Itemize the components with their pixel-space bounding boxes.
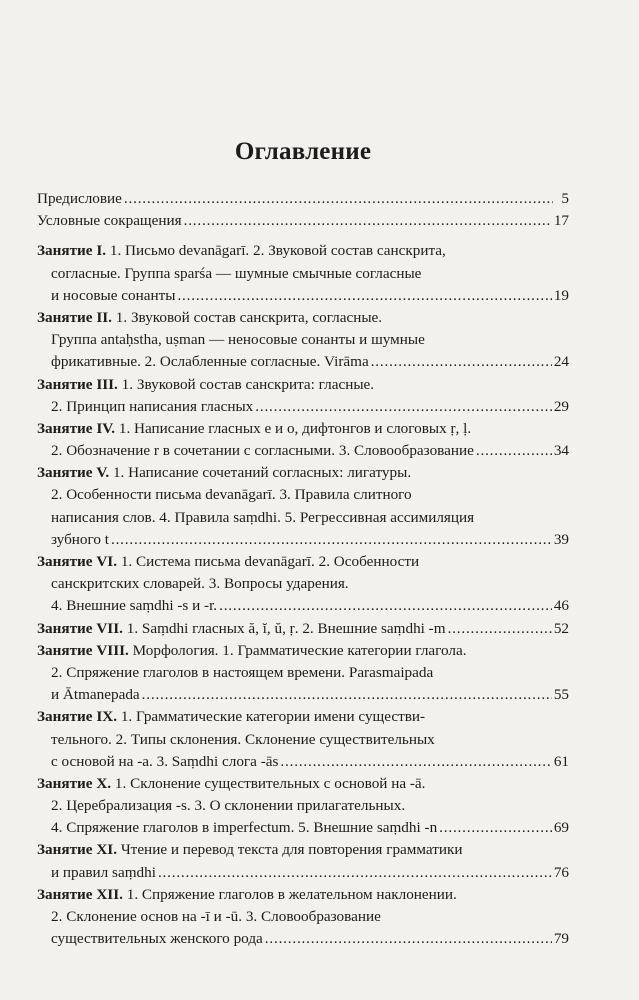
dot-leader: [158, 862, 552, 884]
toc-entry-text: 2. Спряжение глаголов в настоящем времени. Parasmaipada: [51, 663, 434, 681]
toc-entry[interactable]: [37, 773, 569, 840]
page-title: Оглавление: [234, 138, 372, 165]
page-number: 76: [553, 863, 569, 881]
dot-leader: [219, 595, 552, 617]
dot-leader: [265, 928, 552, 950]
toc-entry-text: 2. Обозначение r в сочетании с согласными. 3. Словообразование: [51, 442, 474, 460]
toc-entry-line: [37, 862, 569, 884]
toc-entry[interactable]: [37, 640, 569, 707]
toc-entry-line: [37, 773, 569, 795]
toc-entry-line: [37, 440, 569, 462]
toc-entry-line: [37, 507, 569, 529]
toc-entry-text: Занятие XII. 1. Спряжение глаголов в желательном наклонении.: [37, 885, 457, 903]
lesson-label: Занятие IX.: [37, 708, 118, 726]
page-number: 39: [553, 530, 569, 548]
toc-entry-line: [37, 210, 569, 232]
toc-entry-line: [37, 618, 569, 640]
toc-entry-line: [37, 529, 569, 551]
page-number: 52: [553, 619, 569, 637]
toc-entry[interactable]: [37, 551, 569, 618]
dot-leader: [448, 618, 552, 640]
toc-entry-line: [37, 374, 569, 396]
lesson-label: Занятие IV.: [37, 419, 116, 437]
toc-entry-text: тельного. 2. Типы склонения. Склонение существительных: [51, 730, 435, 748]
toc-entry-line: [37, 240, 569, 262]
lesson-label: Занятие VII.: [37, 619, 123, 637]
toc-entry-line: [37, 418, 569, 440]
toc-entry-text: фрикативные. 2. Ослабленные согласные. Virāma: [51, 353, 369, 371]
toc-entry-text: 2. Особенности письма devanāgarī. 3. Правила слитного: [51, 486, 412, 504]
toc-entry-line: [37, 906, 569, 928]
toc-entry-line: [37, 462, 569, 484]
toc-entry-line: [37, 188, 569, 210]
dot-leader: [124, 188, 553, 210]
toc-entry-line: [37, 551, 569, 573]
toc-entry-text: Занятие X. 1. Склонение существительных с основой на -ā.: [37, 774, 426, 792]
toc-entry-text: Условные сокращения: [37, 212, 182, 230]
toc-entry-text: согласные. Группа sparśa — шумные смычные согласные: [51, 264, 422, 282]
toc-entry[interactable]: [37, 884, 569, 951]
toc-entry-line: [37, 595, 569, 617]
page-number: 69: [553, 819, 569, 837]
page-number: 34: [553, 442, 569, 460]
toc-entry-line: [37, 928, 569, 950]
toc-entry[interactable]: [37, 210, 569, 232]
toc-entry-line: [37, 640, 569, 662]
toc-entry-text: 4. Внешние saṃdhi -s и -r.: [51, 597, 218, 615]
page-number: 17: [553, 212, 569, 230]
toc-entry-text: Предисловие: [37, 190, 122, 207]
dot-leader: [255, 396, 552, 418]
toc-entry-text: и носовые сонанты: [51, 286, 176, 304]
lesson-label: Занятие XI.: [37, 841, 118, 859]
toc-entry-text: написания слов. 4. Правила saṃdhi. 5. Регрессивная ассимиляция: [51, 508, 475, 526]
dot-leader: [476, 440, 552, 462]
lesson-label: Занятие III.: [37, 375, 118, 393]
toc-entry-text: 2. Церебрализация -s. 3. О склонении прилагательных.: [51, 797, 406, 815]
toc-entry[interactable]: [37, 374, 569, 418]
toc-entry-text: Занятие IV. 1. Написание гласных e и o, дифтонгов и слоговых ṛ, ḷ.: [37, 419, 472, 437]
toc-entry[interactable]: [37, 706, 569, 773]
page-number: 46: [553, 597, 569, 615]
toc-page: [37, 138, 569, 950]
dot-leader: [371, 351, 552, 373]
page-number: 79: [553, 930, 569, 948]
page-number: 55: [553, 686, 569, 704]
toc-entry-text: санскритских словарей. 3. Вопросы ударения.: [51, 575, 349, 593]
toc-entry-text: 2. Склонение основ на -ī и -ū. 3. Словообразование: [51, 908, 381, 925]
toc-entry[interactable]: [37, 188, 569, 210]
toc-entry-text: Занятие IX. 1. Грамматические категории имени существи-: [37, 708, 426, 726]
page-number: 5: [561, 190, 569, 207]
toc-entry-line: [37, 396, 569, 418]
dot-leader: [439, 817, 552, 839]
toc-entry-text: и правил saṃdhi: [51, 863, 156, 881]
toc-entry-line: [37, 351, 569, 373]
page-number: 61: [553, 752, 569, 770]
toc-entry-line: [37, 729, 569, 751]
toc-entry-text: зубного t: [51, 530, 109, 548]
page-number: 24: [553, 353, 569, 371]
lesson-label: Занятие X.: [37, 774, 112, 792]
lesson-label: Занятие XII.: [37, 885, 123, 903]
toc-entry-text: Занятие XI. Чтение и перевод текста для повторения грамматики: [37, 841, 463, 859]
toc-entry-text: Группа antaḥstha, uṣman — неносовые сонанты и шумные: [51, 331, 425, 349]
toc-entry-text: Занятие II. 1. Звуковой состав санскрита, согласные.: [37, 308, 383, 326]
toc-entry-line: [37, 285, 569, 307]
toc-entry-text: 2. Принцип написания гласных: [51, 397, 254, 415]
toc-entry[interactable]: [37, 240, 569, 307]
dot-leader: [280, 751, 551, 773]
page-number: 29: [553, 397, 569, 415]
toc-entry[interactable]: [37, 418, 569, 462]
lesson-label: Занятие II.: [37, 308, 112, 326]
dot-leader: [184, 210, 552, 232]
toc-entry-line: [37, 884, 569, 906]
toc-entry-line: [37, 795, 569, 817]
dot-leader: [177, 285, 551, 307]
toc-entry-line: [37, 307, 569, 329]
toc-entry-text: существительных женского рода: [51, 930, 263, 948]
page-number: 19: [553, 286, 569, 304]
toc-entry-text: Занятие V. 1. Написание сочетаний согласных: лигатуры.: [37, 464, 412, 482]
lesson-label: Занятие V.: [37, 464, 110, 482]
toc-entry-text: Занятие VI. 1. Система письма devanāgarī. 2. Особенности: [37, 553, 420, 570]
toc-entry[interactable]: [37, 462, 569, 551]
toc-entry-line: [37, 484, 569, 506]
toc-entry-text: 4. Спряжение глаголов в imperfectum. 5. Внешние saṃdhi -n: [51, 819, 438, 837]
toc-entry-line: [37, 839, 569, 861]
toc-entry-line: [37, 263, 569, 285]
dot-leader: [142, 684, 552, 706]
toc-entry-line: [37, 329, 569, 351]
toc-entry-text: Занятие I. 1. Письмо devanāgarī. 2. Звуковой состав санскрита,: [37, 242, 446, 260]
table-of-contents: [37, 188, 569, 950]
toc-entry[interactable]: [37, 618, 569, 640]
toc-entry-line: [37, 573, 569, 595]
toc-entry[interactable]: [37, 307, 569, 374]
toc-entry-line: [37, 684, 569, 706]
toc-entry-line: [37, 662, 569, 684]
toc-entry-text: и Ātmanepada: [51, 686, 140, 704]
lesson-label: Занятие VI.: [37, 553, 118, 570]
toc-entry-text: Занятие VIII. Морфология. 1. Грамматические категории глагола.: [37, 641, 467, 659]
toc-entry-line: [37, 751, 569, 773]
toc-entry-text: Занятие VII. 1. Saṃdhi гласных ă, ĭ, ŭ, ṛ. 2. Внешние saṃdhi -m: [37, 619, 446, 637]
toc-entry-line: [37, 706, 569, 728]
toc-entry-line: [37, 817, 569, 839]
lesson-label: Занятие I.: [37, 242, 107, 260]
lesson-label: Занятие VIII.: [37, 641, 129, 659]
toc-entry-text: с основой на -a. 3. Saṃdhi слога -ās: [51, 752, 279, 770]
toc-entry[interactable]: [37, 839, 569, 883]
toc-entry-text: Занятие III. 1. Звуковой состав санскрита: гласные.: [37, 375, 375, 393]
dot-leader: [111, 529, 552, 551]
